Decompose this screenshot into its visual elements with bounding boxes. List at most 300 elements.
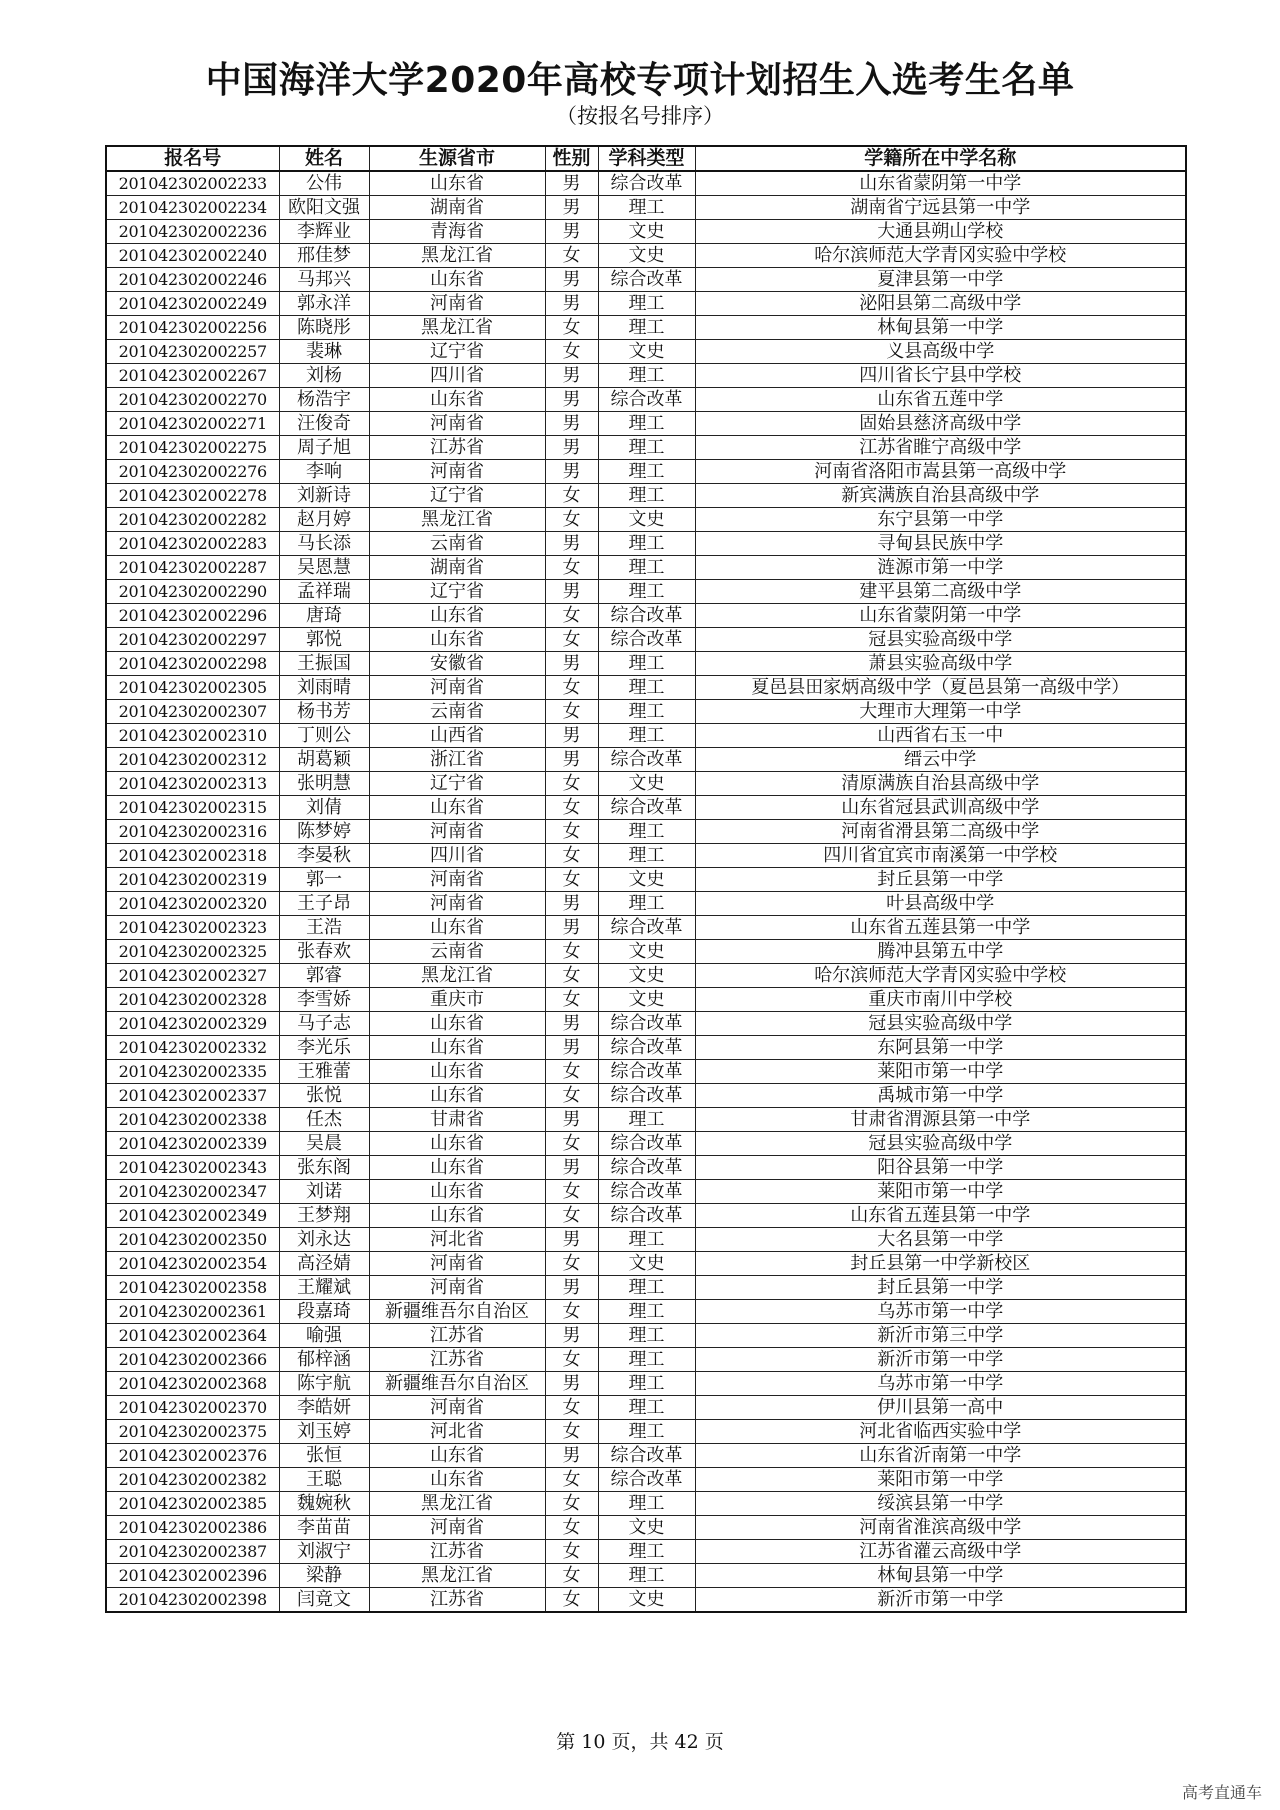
cell-gender: 女 [545,316,598,340]
cell-registration-no: 201042302002287 [106,556,279,580]
cell-subject-type: 文史 [598,940,695,964]
cell-subject-type: 综合改革 [598,1060,695,1084]
cell-name: 李响 [279,460,369,484]
cell-subject-type: 综合改革 [598,1012,695,1036]
table-row [106,460,1186,484]
header-province: 生源省市 [369,146,545,171]
cell-name: 杨浩宇 [279,388,369,412]
cell-school-name: 封丘县第一中学 [695,1276,1186,1300]
cell-name: 陈宇航 [279,1372,369,1396]
table-row [106,1396,1186,1420]
cell-registration-no: 201042302002305 [106,676,279,700]
header-subject-type: 学科类型 [598,146,695,171]
cell-school-name: 绥滨县第一中学 [695,1492,1186,1516]
cell-province: 四川省 [369,844,545,868]
cell-subject-type: 文史 [598,772,695,796]
cell-subject-type: 理工 [598,1372,695,1396]
cell-gender: 女 [545,1300,598,1324]
cell-gender: 女 [545,1204,598,1228]
cell-school-name: 泌阳县第二高级中学 [695,292,1186,316]
cell-province: 云南省 [369,940,545,964]
cell-subject-type: 综合改革 [598,796,695,820]
cell-gender: 男 [545,1228,598,1252]
cell-province: 山东省 [369,1468,545,1492]
cell-name: 李苗苗 [279,1516,369,1540]
cell-subject-type: 理工 [598,1300,695,1324]
table-row [106,1492,1186,1516]
cell-province: 黑龙江省 [369,244,545,268]
table-row [106,1036,1186,1060]
table-row [106,940,1186,964]
cell-province: 河南省 [369,1396,545,1420]
cell-subject-type: 文史 [598,964,695,988]
cell-subject-type: 理工 [598,316,695,340]
cell-school-name: 建平县第二高级中学 [695,580,1186,604]
cell-name: 李皓妍 [279,1396,369,1420]
cell-school-name: 萧县实验高级中学 [695,652,1186,676]
table-row [106,1276,1186,1300]
cell-school-name: 叶县高级中学 [695,892,1186,916]
cell-province: 江苏省 [369,1348,545,1372]
cell-registration-no: 201042302002325 [106,940,279,964]
cell-gender: 男 [545,532,598,556]
cell-province: 河南省 [369,460,545,484]
cell-registration-no: 201042302002347 [106,1180,279,1204]
cell-name: 汪俊奇 [279,412,369,436]
cell-province: 山东省 [369,1156,545,1180]
candidate-table [105,145,1187,1613]
watermark: 高考直通车 [1181,1783,1262,1802]
cell-name: 张悦 [279,1084,369,1108]
cell-subject-type: 综合改革 [598,1444,695,1468]
cell-gender: 女 [545,1540,598,1564]
cell-province: 辽宁省 [369,772,545,796]
cell-subject-type: 文史 [598,340,695,364]
cell-school-name: 伊川县第一高中 [695,1396,1186,1420]
cell-school-name: 甘肃省渭源县第一中学 [695,1108,1186,1132]
table-row [106,1564,1186,1588]
cell-subject-type: 理工 [598,700,695,724]
cell-province: 云南省 [369,700,545,724]
cell-name: 李辉业 [279,220,369,244]
table-row [106,1060,1186,1084]
cell-name: 张恒 [279,1444,369,1468]
cell-province: 重庆市 [369,988,545,1012]
cell-subject-type: 理工 [598,460,695,484]
cell-gender: 女 [545,1132,598,1156]
cell-registration-no: 201042302002316 [106,820,279,844]
cell-gender: 女 [545,1060,598,1084]
cell-gender: 男 [545,1012,598,1036]
cell-name: 刘新诗 [279,484,369,508]
cell-province: 黑龙江省 [369,1564,545,1588]
cell-registration-no: 201042302002339 [106,1132,279,1156]
table-row [106,652,1186,676]
cell-subject-type: 理工 [598,484,695,508]
cell-gender: 男 [545,1156,598,1180]
cell-registration-no: 201042302002328 [106,988,279,1012]
cell-name: 公伟 [279,171,369,196]
cell-name: 郭悦 [279,628,369,652]
cell-name: 李晏秋 [279,844,369,868]
table-row [106,244,1186,268]
cell-subject-type: 综合改革 [598,1156,695,1180]
cell-name: 喻强 [279,1324,369,1348]
cell-registration-no: 201042302002354 [106,1252,279,1276]
cell-province: 辽宁省 [369,484,545,508]
cell-registration-no: 201042302002278 [106,484,279,508]
cell-registration-no: 201042302002234 [106,196,279,220]
cell-registration-no: 201042302002233 [106,171,279,196]
cell-name: 吴晨 [279,1132,369,1156]
cell-registration-no: 201042302002349 [106,1204,279,1228]
cell-subject-type: 综合改革 [598,388,695,412]
table-row [106,868,1186,892]
cell-gender: 男 [545,268,598,292]
cell-subject-type: 理工 [598,1108,695,1132]
table-row [106,508,1186,532]
page-footer: 第 10 页，共 42 页 [556,1731,724,1753]
cell-name: 吴恩慧 [279,556,369,580]
cell-name: 张春欢 [279,940,369,964]
cell-gender: 女 [545,1084,598,1108]
table-row [106,892,1186,916]
cell-subject-type: 文史 [598,244,695,268]
cell-subject-type: 理工 [598,844,695,868]
table-body [106,171,1186,1612]
cell-school-name: 新沂市第一中学 [695,1588,1186,1613]
cell-registration-no: 201042302002370 [106,1396,279,1420]
cell-registration-no: 201042302002307 [106,700,279,724]
cell-subject-type: 文史 [598,1516,695,1540]
cell-school-name: 湖南省宁远县第一中学 [695,196,1186,220]
cell-province: 河北省 [369,1228,545,1252]
cell-registration-no: 201042302002246 [106,268,279,292]
cell-school-name: 山西省右玉一中 [695,724,1186,748]
cell-school-name: 山东省五莲县第一中学 [695,916,1186,940]
cell-name: 任杰 [279,1108,369,1132]
cell-registration-no: 201042302002358 [106,1276,279,1300]
cell-gender: 女 [545,700,598,724]
cell-registration-no: 201042302002290 [106,580,279,604]
table-row [106,1444,1186,1468]
cell-province: 山东省 [369,796,545,820]
cell-name: 胡葛颖 [279,748,369,772]
cell-registration-no: 201042302002338 [106,1108,279,1132]
cell-gender: 女 [545,676,598,700]
cell-registration-no: 201042302002323 [106,916,279,940]
cell-gender: 男 [545,292,598,316]
cell-gender: 女 [545,1588,598,1613]
cell-school-name: 四川省宜宾市南溪第一中学校 [695,844,1186,868]
cell-school-name: 莱阳市第一中学 [695,1060,1186,1084]
cell-subject-type: 理工 [598,1276,695,1300]
cell-school-name: 山东省冠县武训高级中学 [695,796,1186,820]
cell-subject-type: 文史 [598,1588,695,1613]
cell-province: 河南省 [369,292,545,316]
cell-subject-type: 理工 [598,196,695,220]
cell-province: 辽宁省 [369,580,545,604]
cell-name: 陈梦婷 [279,820,369,844]
cell-province: 山东省 [369,916,545,940]
table-row [106,1108,1186,1132]
cell-province: 黑龙江省 [369,964,545,988]
cell-gender: 女 [545,1420,598,1444]
cell-province: 河南省 [369,676,545,700]
cell-registration-no: 201042302002270 [106,388,279,412]
cell-gender: 女 [545,1516,598,1540]
cell-subject-type: 理工 [598,556,695,580]
cell-province: 江苏省 [369,1324,545,1348]
header-name: 姓名 [279,146,369,171]
cell-school-name: 新沂市第一中学 [695,1348,1186,1372]
table-row [106,1228,1186,1252]
cell-gender: 男 [545,1276,598,1300]
cell-name: 裴琳 [279,340,369,364]
cell-school-name: 封丘县第一中学 [695,868,1186,892]
table-row [106,484,1186,508]
cell-school-name: 阳谷县第一中学 [695,1156,1186,1180]
table-row [106,364,1186,388]
cell-gender: 男 [545,724,598,748]
cell-name: 李光乐 [279,1036,369,1060]
cell-gender: 男 [545,1324,598,1348]
cell-registration-no: 201042302002361 [106,1300,279,1324]
cell-province: 河南省 [369,1252,545,1276]
cell-gender: 男 [545,460,598,484]
cell-subject-type: 理工 [598,580,695,604]
header-school-name: 学籍所在中学名称 [695,146,1186,171]
table-row [106,340,1186,364]
cell-gender: 女 [545,628,598,652]
cell-gender: 男 [545,652,598,676]
cell-province: 河南省 [369,1516,545,1540]
cell-name: 王耀斌 [279,1276,369,1300]
cell-name: 孟祥瑞 [279,580,369,604]
cell-gender: 女 [545,964,598,988]
cell-registration-no: 201042302002236 [106,220,279,244]
cell-name: 王雅蕾 [279,1060,369,1084]
cell-registration-no: 201042302002296 [106,604,279,628]
table-header-row [106,146,1186,171]
table-row [106,1516,1186,1540]
cell-subject-type: 综合改革 [598,1204,695,1228]
cell-registration-no: 201042302002310 [106,724,279,748]
table-row [106,412,1186,436]
table-row [106,988,1186,1012]
cell-gender: 男 [545,436,598,460]
cell-subject-type: 理工 [598,292,695,316]
cell-name: 郭睿 [279,964,369,988]
cell-subject-type: 综合改革 [598,604,695,628]
cell-school-name: 乌苏市第一中学 [695,1372,1186,1396]
cell-name: 郁梓涵 [279,1348,369,1372]
cell-gender: 男 [545,388,598,412]
cell-province: 河南省 [369,892,545,916]
cell-school-name: 江苏省灌云高级中学 [695,1540,1186,1564]
table-row [106,1204,1186,1228]
cell-subject-type: 理工 [598,1228,695,1252]
cell-subject-type: 综合改革 [598,1084,695,1108]
cell-registration-no: 201042302002387 [106,1540,279,1564]
cell-registration-no: 201042302002375 [106,1420,279,1444]
cell-subject-type: 文史 [598,1252,695,1276]
cell-province: 河南省 [369,868,545,892]
cell-province: 黑龙江省 [369,508,545,532]
cell-school-name: 林甸县第一中学 [695,1564,1186,1588]
cell-name: 马邦兴 [279,268,369,292]
cell-school-name: 冠县实验高级中学 [695,1012,1186,1036]
cell-registration-no: 201042302002343 [106,1156,279,1180]
cell-name: 段嘉琦 [279,1300,369,1324]
cell-school-name: 义县高级中学 [695,340,1186,364]
cell-province: 山东省 [369,1060,545,1084]
table-row [106,916,1186,940]
cell-school-name: 固始县慈济高级中学 [695,412,1186,436]
cell-subject-type: 理工 [598,1348,695,1372]
cell-province: 山东省 [369,1204,545,1228]
cell-name: 周子旭 [279,436,369,460]
table-row [106,1588,1186,1613]
cell-name: 王振国 [279,652,369,676]
cell-registration-no: 201042302002312 [106,748,279,772]
cell-subject-type: 理工 [598,436,695,460]
table-row [106,1252,1186,1276]
cell-gender: 女 [545,940,598,964]
cell-name: 刘淑宁 [279,1540,369,1564]
cell-registration-no: 201042302002318 [106,844,279,868]
table-row [106,964,1186,988]
cell-school-name: 东宁县第一中学 [695,508,1186,532]
table-row [106,1084,1186,1108]
cell-gender: 男 [545,171,598,196]
cell-province: 河南省 [369,820,545,844]
cell-registration-no: 201042302002240 [106,244,279,268]
table-row [106,1012,1186,1036]
cell-school-name: 重庆市南川中学校 [695,988,1186,1012]
cell-school-name: 哈尔滨师范大学青冈实验中学校 [695,244,1186,268]
table-row [106,1324,1186,1348]
cell-province: 安徽省 [369,652,545,676]
cell-gender: 女 [545,868,598,892]
cell-name: 梁静 [279,1564,369,1588]
cell-school-name: 新宾满族自治县高级中学 [695,484,1186,508]
cell-name: 郭永洋 [279,292,369,316]
cell-province: 山东省 [369,1036,545,1060]
table-row [106,388,1186,412]
cell-province: 青海省 [369,220,545,244]
cell-province: 山东省 [369,388,545,412]
cell-province: 湖南省 [369,196,545,220]
cell-registration-no: 201042302002313 [106,772,279,796]
cell-subject-type: 综合改革 [598,1180,695,1204]
cell-school-name: 山东省沂南第一中学 [695,1444,1186,1468]
cell-registration-no: 201042302002386 [106,1516,279,1540]
cell-subject-type: 综合改革 [598,268,695,292]
cell-name: 刘永达 [279,1228,369,1252]
cell-subject-type: 理工 [598,1396,695,1420]
cell-province: 新疆维吾尔自治区 [369,1372,545,1396]
cell-subject-type: 理工 [598,652,695,676]
cell-school-name: 山东省五莲县第一中学 [695,1204,1186,1228]
cell-name: 杨书芳 [279,700,369,724]
cell-school-name: 大通县朔山学校 [695,220,1186,244]
cell-subject-type: 理工 [598,364,695,388]
table-row [106,171,1186,196]
cell-school-name: 大名县第一中学 [695,1228,1186,1252]
cell-registration-no: 201042302002257 [106,340,279,364]
header-registration-no: 报名号 [106,146,279,171]
cell-gender: 女 [545,844,598,868]
cell-subject-type: 综合改革 [598,916,695,940]
cell-school-name: 清原满族自治县高级中学 [695,772,1186,796]
table-row [106,628,1186,652]
cell-school-name: 禹城市第一中学 [695,1084,1186,1108]
cell-school-name: 山东省五莲中学 [695,388,1186,412]
cell-gender: 女 [545,340,598,364]
table-row [106,676,1186,700]
cell-school-name: 哈尔滨师范大学青冈实验中学校 [695,964,1186,988]
table-row [106,580,1186,604]
cell-registration-no: 201042302002327 [106,964,279,988]
cell-subject-type: 理工 [598,820,695,844]
cell-name: 闫竟文 [279,1588,369,1613]
cell-gender: 女 [545,508,598,532]
cell-school-name: 河南省淮滨高级中学 [695,1516,1186,1540]
cell-gender: 女 [545,1468,598,1492]
cell-gender: 男 [545,892,598,916]
cell-province: 河南省 [369,412,545,436]
cell-subject-type: 综合改革 [598,171,695,196]
cell-school-name: 山东省蒙阴第一中学 [695,604,1186,628]
cell-gender: 女 [545,1180,598,1204]
cell-province: 山东省 [369,1012,545,1036]
cell-school-name: 腾冲县第五中学 [695,940,1186,964]
cell-province: 辽宁省 [369,340,545,364]
cell-province: 江苏省 [369,1540,545,1564]
header-gender: 性别 [545,146,598,171]
cell-registration-no: 201042302002337 [106,1084,279,1108]
cell-subject-type: 理工 [598,724,695,748]
cell-school-name: 河南省滑县第二高级中学 [695,820,1186,844]
cell-name: 刘倩 [279,796,369,820]
cell-school-name: 乌苏市第一中学 [695,1300,1186,1324]
cell-province: 山东省 [369,604,545,628]
cell-school-name: 东阿县第一中学 [695,1036,1186,1060]
cell-province: 山东省 [369,628,545,652]
cell-registration-no: 201042302002368 [106,1372,279,1396]
cell-registration-no: 201042302002320 [106,892,279,916]
page-subtitle: （按报名号排序） [556,104,724,128]
cell-name: 刘诺 [279,1180,369,1204]
cell-registration-no: 201042302002256 [106,316,279,340]
cell-name: 刘杨 [279,364,369,388]
cell-registration-no: 201042302002335 [106,1060,279,1084]
cell-school-name: 新沂市第三中学 [695,1324,1186,1348]
cell-school-name: 大理市大理第一中学 [695,700,1186,724]
cell-gender: 男 [545,916,598,940]
cell-name: 丁则公 [279,724,369,748]
cell-school-name: 冠县实验高级中学 [695,628,1186,652]
cell-registration-no: 201042302002283 [106,532,279,556]
cell-gender: 女 [545,1564,598,1588]
cell-registration-no: 201042302002364 [106,1324,279,1348]
cell-subject-type: 理工 [598,676,695,700]
cell-school-name: 四川省长宁县中学校 [695,364,1186,388]
cell-gender: 女 [545,1348,598,1372]
cell-school-name: 寻甸县民族中学 [695,532,1186,556]
cell-name: 刘玉婷 [279,1420,369,1444]
